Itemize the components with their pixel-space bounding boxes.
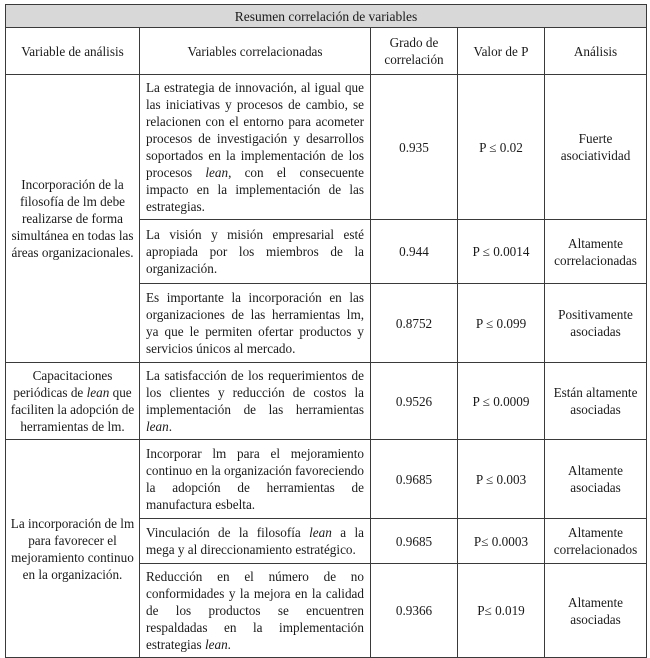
correlated-variable: Vinculación de la filosofía lean a la mega y al direccionamiento estratégico. (140, 519, 371, 564)
header-p-value: Valor de P (458, 28, 545, 75)
analysis-result: Altamente correlacionadas (545, 220, 647, 284)
analysis-result: Altamente asociadas (545, 564, 647, 658)
correlation-value: 0.9685 (371, 519, 458, 564)
correlated-variable: Reducción en el número de no conformidades y la mejora en la calidad de los productos se encuentren respaldadas en la implementación estrategias lean. (140, 564, 371, 658)
correlated-variable: La satisfacción de los requerimientos de los clientes y reducción de costos la implementación de las herramientas lean. (140, 363, 371, 440)
group-label: La incorporación de lm para favorecer el mejoramiento continuo en la organización. (6, 440, 140, 658)
header-analysis-variable: Variable de análisis (6, 28, 140, 75)
analysis-result: Altamente correlacionados (545, 519, 647, 564)
table-title: Resumen correlación de variables (6, 5, 647, 28)
header-analysis: Análisis (545, 28, 647, 75)
correlation-value: 0.9685 (371, 440, 458, 519)
p-value: P ≤ 0.0009 (458, 363, 545, 440)
header-row (6, 28, 647, 75)
correlation-value: 0.9526 (371, 363, 458, 440)
table-row (6, 363, 647, 440)
p-value: P≤ 0.0003 (458, 519, 545, 564)
analysis-result: Altamente asociadas (545, 440, 647, 519)
table-row (6, 75, 647, 220)
p-value: P ≤ 0.02 (458, 75, 545, 220)
correlated-variable: La visión y misión empresarial esté apropiada por los miembros de la organización. (140, 220, 371, 284)
analysis-result: Positivamente asociadas (545, 284, 647, 363)
correlated-variable: Es importante la incorporación en las organizaciones de las herramientas lm, ya que le permiten ofertar productos y servicios únicos al mercado. (140, 284, 371, 363)
header-correlated-variables: Variables correlacionadas (140, 28, 371, 75)
correlation-summary-table (5, 4, 647, 658)
p-value: P ≤ 0.0014 (458, 220, 545, 284)
correlated-variable: Incorporar lm para el mejoramiento continuo en la organización favoreciendo la adopción de herramientas de manufactura esbelta. (140, 440, 371, 519)
correlation-summary-table-wrapper (5, 4, 646, 658)
correlation-value: 0.935 (371, 75, 458, 220)
correlation-value: 0.8752 (371, 284, 458, 363)
correlation-value: 0.9366 (371, 564, 458, 658)
header-correlation-degree: Grado de correlación (371, 28, 458, 75)
group-label: Capacitaciones periódicas de lean que faciliten la adopción de herramientas de lm. (6, 363, 140, 440)
group-label: Incorporación de la filosofía de lm debe realizarse de forma simultánea en todas las áreas organizacionales. (6, 75, 140, 363)
correlated-variable: La estrategia de innovación, al igual que las iniciativas y procesos de cambio, se relacionen con el entorno para acometer procesos de investigación y desarrollos soportados en la implementación de los procesos lean, con el consecuente impacto en la implementación de las estrategias. (140, 75, 371, 220)
correlation-value: 0.944 (371, 220, 458, 284)
p-value: P ≤ 0.099 (458, 284, 545, 363)
p-value: P ≤ 0.003 (458, 440, 545, 519)
analysis-result: Están altamente asociadas (545, 363, 647, 440)
analysis-result: Fuerte asociatividad (545, 75, 647, 220)
table-row (6, 440, 647, 519)
p-value: P≤ 0.019 (458, 564, 545, 658)
